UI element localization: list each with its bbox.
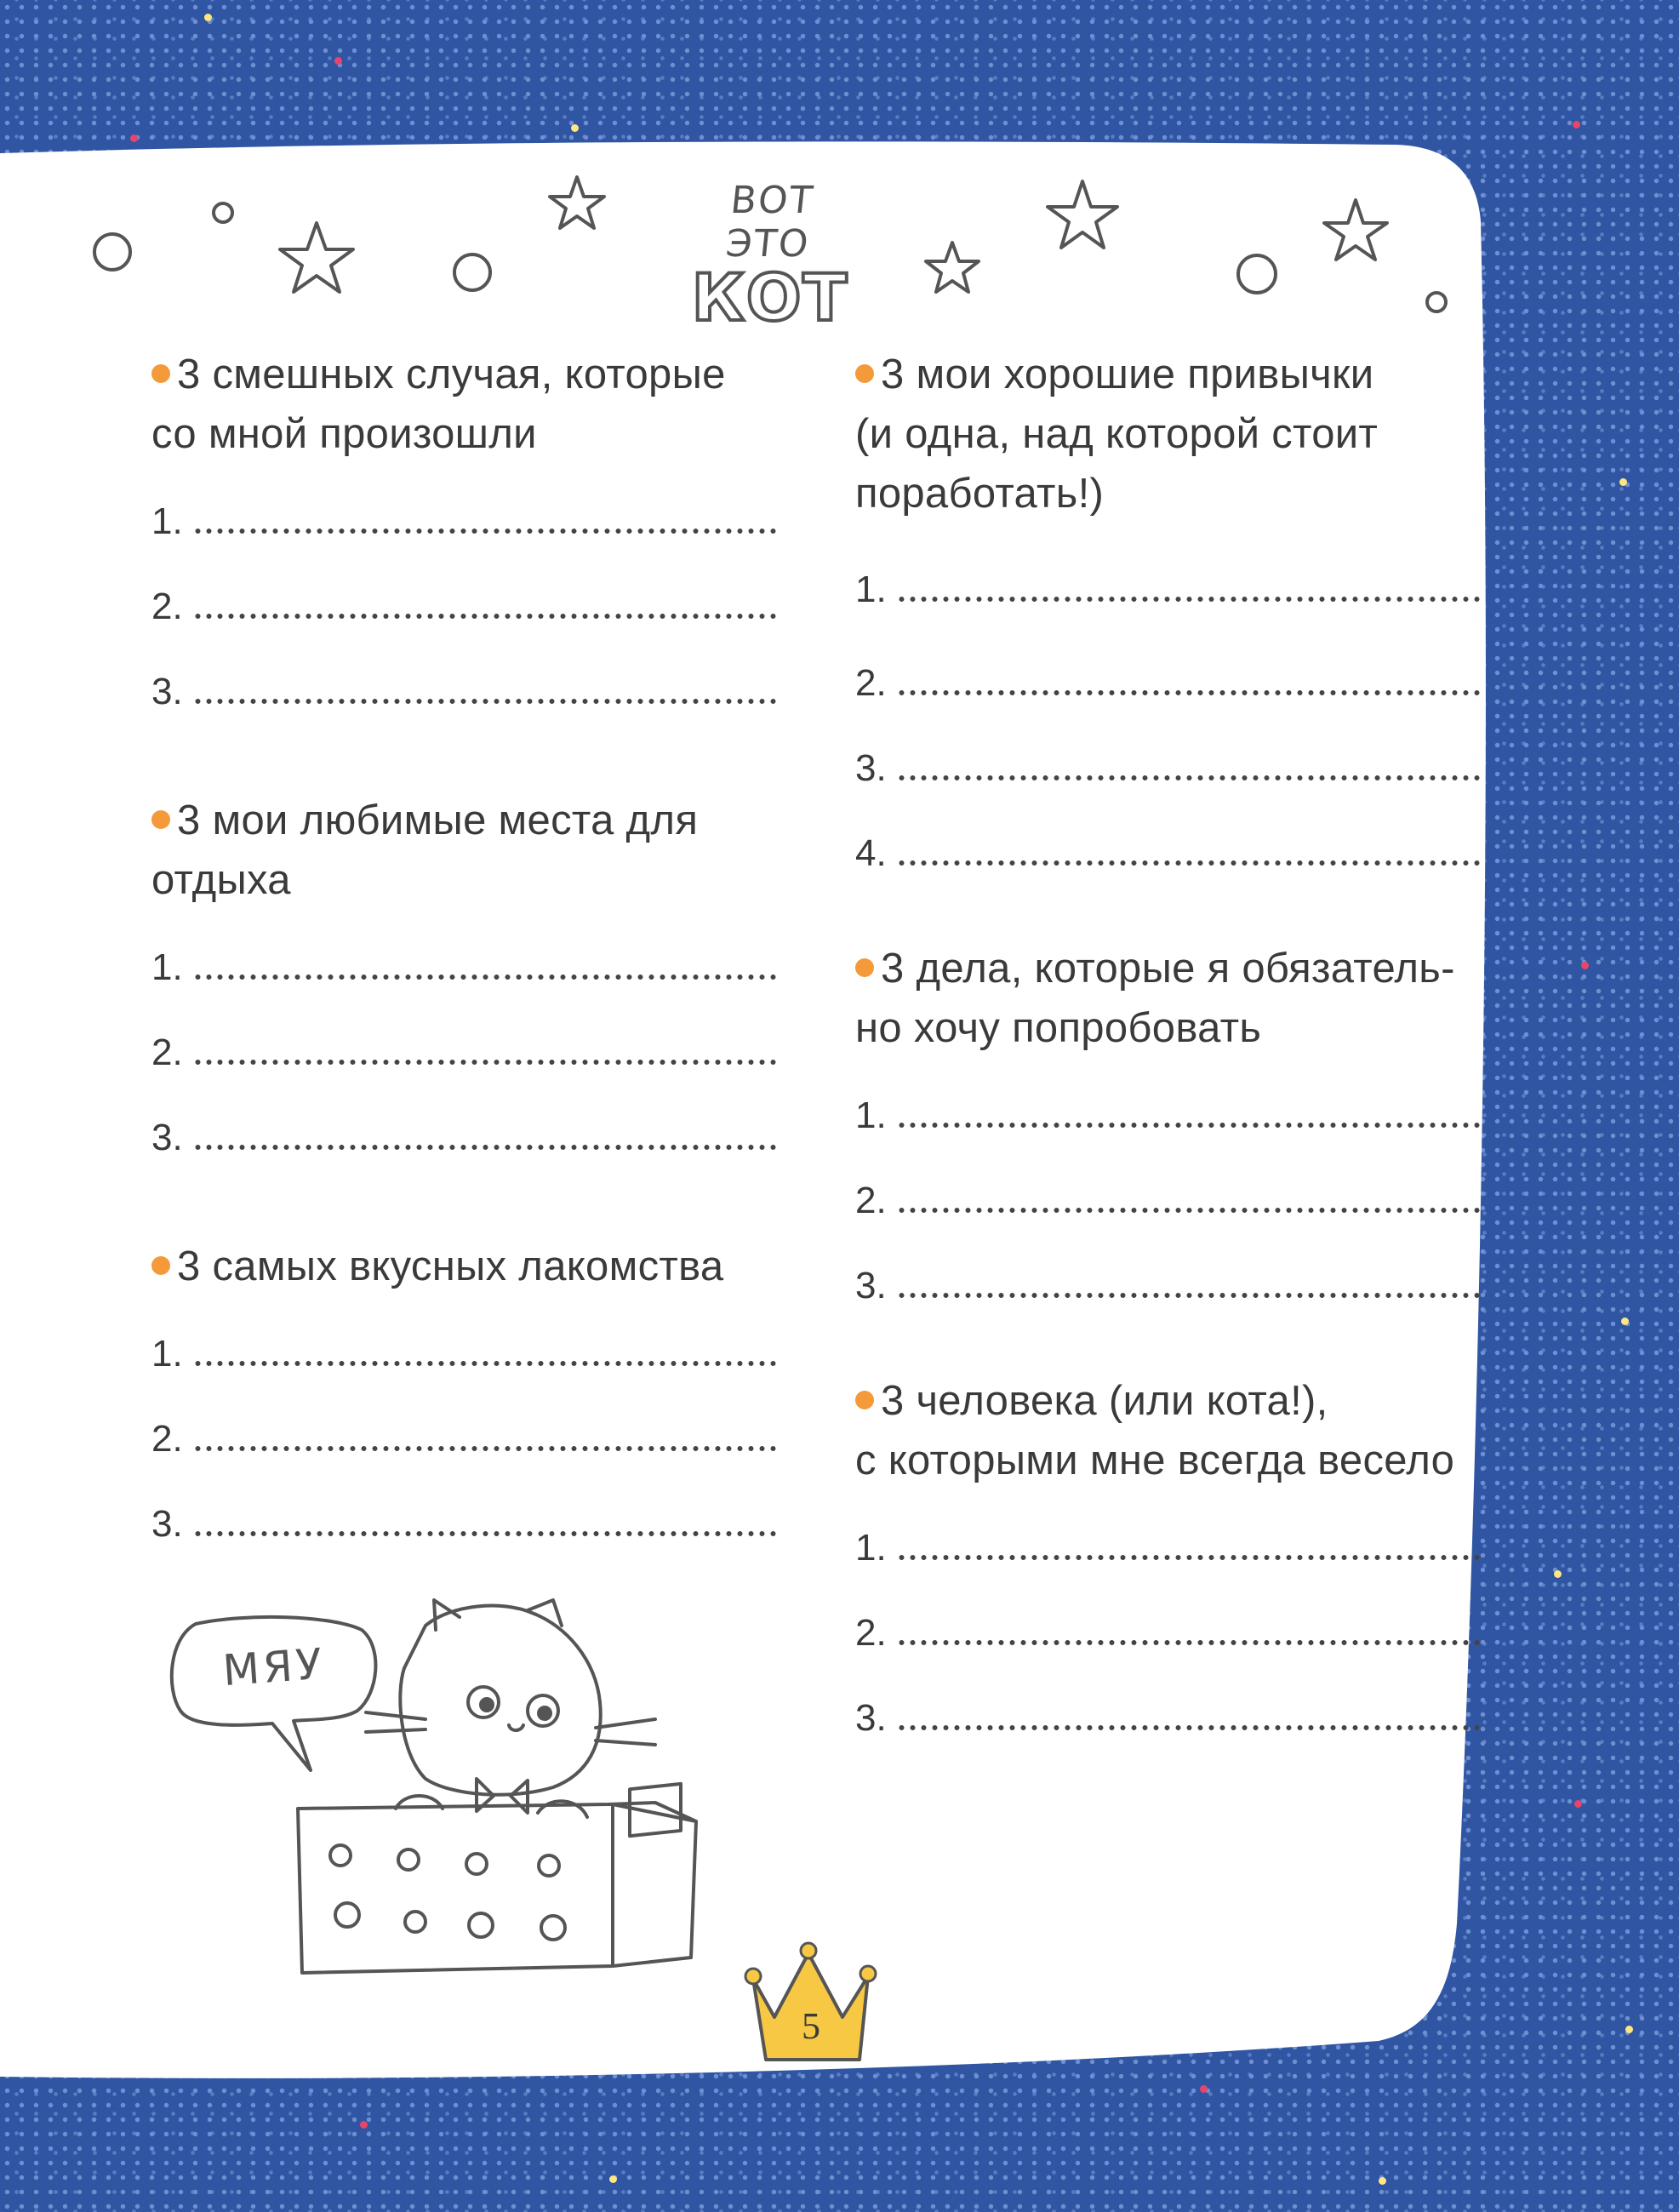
heading-line: с которыми мне всегда весело	[855, 1438, 1455, 1483]
answer-line[interactable]	[896, 1123, 1485, 1128]
answer-line[interactable]	[192, 1060, 781, 1065]
cat-pupil	[481, 1699, 493, 1711]
answer-list	[151, 479, 781, 734]
answer-row	[855, 641, 1485, 726]
answer-line[interactable]	[192, 1446, 781, 1451]
heading-line: 3 человека (или кота!),	[881, 1378, 1328, 1424]
answer-line[interactable]	[896, 1640, 1485, 1645]
answer-row	[855, 1591, 1485, 1676]
circle-icon	[214, 203, 232, 222]
star-icon	[1324, 200, 1387, 260]
answer-row	[151, 1010, 781, 1095]
circle-icon	[1427, 293, 1446, 312]
answer-row	[151, 1397, 781, 1482]
answer-line[interactable]	[192, 1531, 781, 1536]
bullet-icon	[151, 1256, 170, 1275]
answer-list	[855, 1073, 1485, 1329]
answer-line[interactable]	[896, 860, 1485, 866]
logo-line2: КОТ	[691, 260, 849, 335]
heading-line: 3 дела, которые я обязатель-	[881, 946, 1455, 992]
answer-line[interactable]	[896, 775, 1485, 780]
answer-line[interactable]	[192, 614, 781, 619]
answer-row	[151, 1482, 781, 1567]
section-heading	[151, 791, 781, 910]
answer-row	[855, 1243, 1485, 1329]
item-number: 1.	[855, 1527, 887, 1569]
section-favorite-places	[151, 791, 781, 1180]
answer-list	[151, 925, 781, 1180]
item-number: 4.	[855, 832, 887, 874]
heading-line: поработать!)	[855, 471, 1105, 517]
answer-row	[151, 925, 781, 1010]
item-number: 1.	[151, 500, 183, 542]
heading-line: отдыха	[151, 857, 291, 903]
logo-line1: ВОТ ЭТО	[723, 179, 817, 266]
section-good-habits	[855, 345, 1485, 896]
answer-list	[855, 539, 1485, 896]
item-number: 3.	[855, 1697, 887, 1739]
circle-icon	[94, 234, 130, 270]
answer-line[interactable]	[896, 1555, 1485, 1560]
answer-row	[855, 1506, 1485, 1591]
star-icon	[926, 243, 979, 292]
answer-list	[855, 1506, 1485, 1761]
answer-row	[151, 1095, 781, 1180]
answer-row	[151, 564, 781, 649]
cat-pupil	[539, 1707, 551, 1719]
heading-line: со мной произошли	[151, 411, 537, 457]
answer-line[interactable]	[896, 1208, 1485, 1213]
heading-line: но хочу попробовать	[855, 1005, 1262, 1051]
answer-line[interactable]	[896, 690, 1485, 695]
answer-row	[855, 1676, 1485, 1761]
bullet-icon	[855, 1391, 874, 1409]
box	[298, 1803, 696, 1973]
section-funny-cases	[151, 345, 781, 734]
section-fun-people	[855, 1371, 1485, 1761]
heading-line: 3 самых вкусных лакомства	[177, 1243, 724, 1289]
logo	[681, 179, 859, 335]
bullet-icon	[151, 364, 170, 383]
circle-icon	[454, 254, 490, 290]
heading-line: 3 смешных случая, которые	[177, 352, 726, 397]
answer-row	[855, 539, 1485, 641]
answer-row	[855, 726, 1485, 811]
section-tasty-treats	[151, 1237, 781, 1567]
star-icon	[1048, 181, 1117, 248]
answer-line[interactable]	[192, 699, 781, 704]
answer-line[interactable]	[896, 1725, 1485, 1730]
section-things-to-try	[855, 939, 1485, 1329]
section-heading	[855, 1371, 1485, 1490]
item-number: 2.	[151, 1032, 183, 1073]
answer-line[interactable]	[192, 1361, 781, 1366]
item-number: 1.	[151, 1333, 183, 1375]
heading-line: (и одна, над которой стоит	[855, 411, 1379, 457]
answer-line[interactable]	[896, 597, 1485, 602]
answer-line[interactable]	[896, 1293, 1485, 1298]
item-number: 2.	[855, 1180, 887, 1221]
star-icon	[280, 223, 353, 292]
item-number: 3.	[855, 747, 887, 789]
bullet-icon	[855, 958, 874, 977]
item-number: 2.	[855, 1612, 887, 1654]
section-heading	[855, 939, 1485, 1058]
section-heading	[855, 345, 1485, 523]
circle-icon	[1238, 255, 1276, 293]
answer-line[interactable]	[192, 529, 781, 534]
answer-line[interactable]	[192, 1145, 781, 1150]
cat-head	[400, 1606, 600, 1795]
item-number: 1.	[855, 569, 887, 610]
answer-row	[855, 811, 1485, 896]
cat-mouth	[509, 1725, 523, 1730]
item-number: 1.	[855, 1095, 887, 1136]
answer-row	[151, 649, 781, 734]
item-number: 2.	[151, 1418, 183, 1460]
star-icon	[550, 177, 604, 228]
right-column	[855, 345, 1485, 1817]
speech-bubble-text: МЯУ	[220, 1638, 328, 1696]
bullet-icon	[151, 810, 170, 829]
section-heading	[151, 1237, 781, 1296]
bullet-icon	[855, 364, 874, 383]
heading-line: 3 мои любимые места для	[177, 797, 699, 843]
section-heading	[151, 345, 781, 464]
item-number: 3.	[855, 1265, 887, 1306]
item-number: 3.	[151, 671, 183, 712]
answer-row	[855, 1073, 1485, 1158]
heading-line: 3 мои хорошие привычки	[881, 352, 1374, 397]
answer-list	[151, 1312, 781, 1567]
item-number: 2.	[151, 586, 183, 627]
answer-row	[151, 479, 781, 564]
answer-row	[855, 1158, 1485, 1243]
page-number: 5	[802, 2005, 820, 2047]
item-number: 1.	[151, 946, 183, 988]
answer-line[interactable]	[192, 975, 781, 980]
item-number: 3.	[151, 1117, 183, 1158]
left-column	[151, 345, 781, 1623]
item-number: 2.	[855, 662, 887, 704]
answer-row	[151, 1312, 781, 1397]
item-number: 3.	[151, 1503, 183, 1545]
